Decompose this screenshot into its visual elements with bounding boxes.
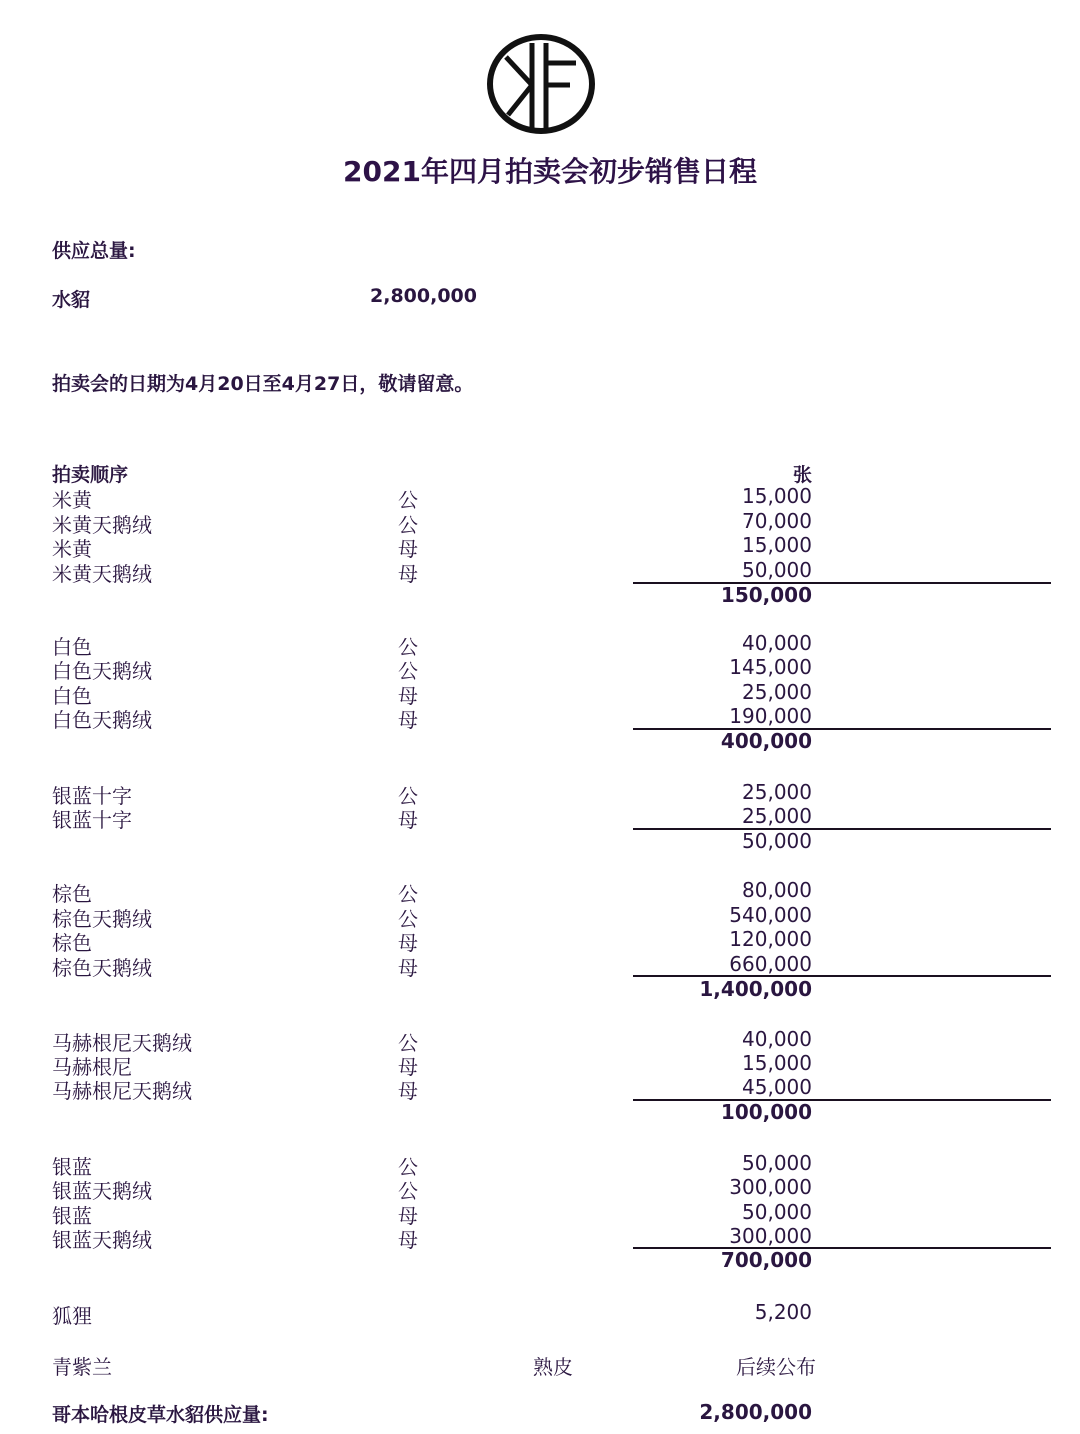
- row-value: 50,000: [742, 1151, 812, 1175]
- row-name: 米黄: [52, 537, 92, 561]
- fox-label: 狐狸: [52, 1304, 92, 1328]
- row-sex: 母: [398, 931, 418, 955]
- row-name: 马赫根尼天鹅绒: [52, 1079, 192, 1103]
- row-sex: 公: [398, 1155, 418, 1179]
- fox-value: 5,200: [754, 1300, 812, 1324]
- row-value: 660,000: [729, 952, 812, 976]
- row-value: 15,000: [742, 484, 812, 508]
- grand-total-value: 2,800,000: [699, 1400, 812, 1424]
- row-name: 棕色: [52, 931, 92, 955]
- row-name: 银蓝: [52, 1155, 92, 1179]
- kf-logo: [486, 33, 596, 135]
- row-value: 120,000: [729, 927, 812, 951]
- supply-heading: 供应总量:: [52, 240, 136, 262]
- row-name: 米黄天鹅绒: [52, 562, 152, 586]
- row-value: 190,000: [729, 704, 812, 728]
- row-value: 25,000: [742, 804, 812, 828]
- row-sex: 公: [398, 1179, 418, 1203]
- sapphire-label: 青紫兰: [52, 1355, 112, 1379]
- row-sex: 母: [398, 1079, 418, 1103]
- row-name: 银蓝十字: [52, 784, 132, 808]
- row-name: 米黄: [52, 488, 92, 512]
- row-value: 300,000: [729, 1175, 812, 1199]
- group-total: 100,000: [720, 1100, 812, 1124]
- row-sex: 母: [398, 956, 418, 980]
- group-total: 700,000: [720, 1248, 812, 1272]
- row-value: 70,000: [742, 509, 812, 533]
- row-name: 白色天鹅绒: [52, 708, 152, 732]
- row-value: 540,000: [729, 903, 812, 927]
- row-value: 15,000: [742, 1051, 812, 1075]
- row-name: 银蓝天鹅绒: [52, 1228, 152, 1252]
- row-name: 马赫根尼: [52, 1055, 132, 1079]
- row-sex: 公: [398, 659, 418, 683]
- row-name: 米黄天鹅绒: [52, 513, 152, 537]
- row-sex: 母: [398, 562, 418, 586]
- row-name: 白色天鹅绒: [52, 659, 152, 683]
- header-unit: 张: [792, 464, 812, 486]
- group-total: 150,000: [720, 583, 812, 607]
- row-value: 25,000: [742, 680, 812, 704]
- row-name: 银蓝天鹅绒: [52, 1179, 152, 1203]
- row-name: 棕色天鹅绒: [52, 956, 152, 980]
- row-name: 棕色天鹅绒: [52, 907, 152, 931]
- row-value: 40,000: [742, 631, 812, 655]
- row-name: 银蓝: [52, 1204, 92, 1228]
- row-value: 50,000: [742, 558, 812, 582]
- row-value: 145,000: [729, 655, 812, 679]
- row-sex: 公: [398, 907, 418, 931]
- row-sex: 母: [398, 1204, 418, 1228]
- row-name: 棕色: [52, 882, 92, 906]
- header-order: 拍卖顺序: [52, 464, 129, 486]
- row-value: 15,000: [742, 533, 812, 557]
- row-sex: 母: [398, 708, 418, 732]
- row-name: 白色: [52, 635, 92, 659]
- row-sex: 母: [398, 1228, 418, 1252]
- row-sex: 公: [398, 635, 418, 659]
- dates-note: 拍卖会的日期为4月20日至4月27日，敬请留意。: [52, 373, 474, 395]
- row-sex: 母: [398, 684, 418, 708]
- grand-total-label: 哥本哈根皮草水貂供应量:: [52, 1404, 269, 1426]
- row-sex: 母: [398, 808, 418, 832]
- row-value: 80,000: [742, 878, 812, 902]
- row-sex: 公: [398, 488, 418, 512]
- row-name: 银蓝十字: [52, 808, 132, 832]
- row-value: 300,000: [729, 1224, 812, 1248]
- page-title: 2021年四月拍卖会初步销售日程: [343, 155, 757, 188]
- row-name: 白色: [52, 684, 92, 708]
- row-sex: 公: [398, 1031, 418, 1055]
- group-total: 400,000: [720, 729, 812, 753]
- row-name: 马赫根尼天鹅绒: [52, 1031, 192, 1055]
- row-sex: 母: [398, 1055, 418, 1079]
- row-sex: 公: [398, 882, 418, 906]
- row-sex: 公: [398, 513, 418, 537]
- row-value: 45,000: [742, 1075, 812, 1099]
- group-total: 1,400,000: [699, 977, 812, 1001]
- supply-item-value: 2,800,000: [370, 285, 477, 307]
- svg-text:KF: KF: [486, 33, 488, 34]
- sapphire-value: 后续公布: [736, 1355, 816, 1379]
- row-value: 50,000: [742, 1200, 812, 1224]
- group-total: 50,000: [742, 829, 812, 853]
- row-sex: 母: [398, 537, 418, 561]
- supply-item-label: 水貂: [52, 289, 91, 311]
- sapphire-type: 熟皮: [533, 1355, 573, 1379]
- row-value: 40,000: [742, 1027, 812, 1051]
- row-value: 25,000: [742, 780, 812, 804]
- row-sex: 公: [398, 784, 418, 808]
